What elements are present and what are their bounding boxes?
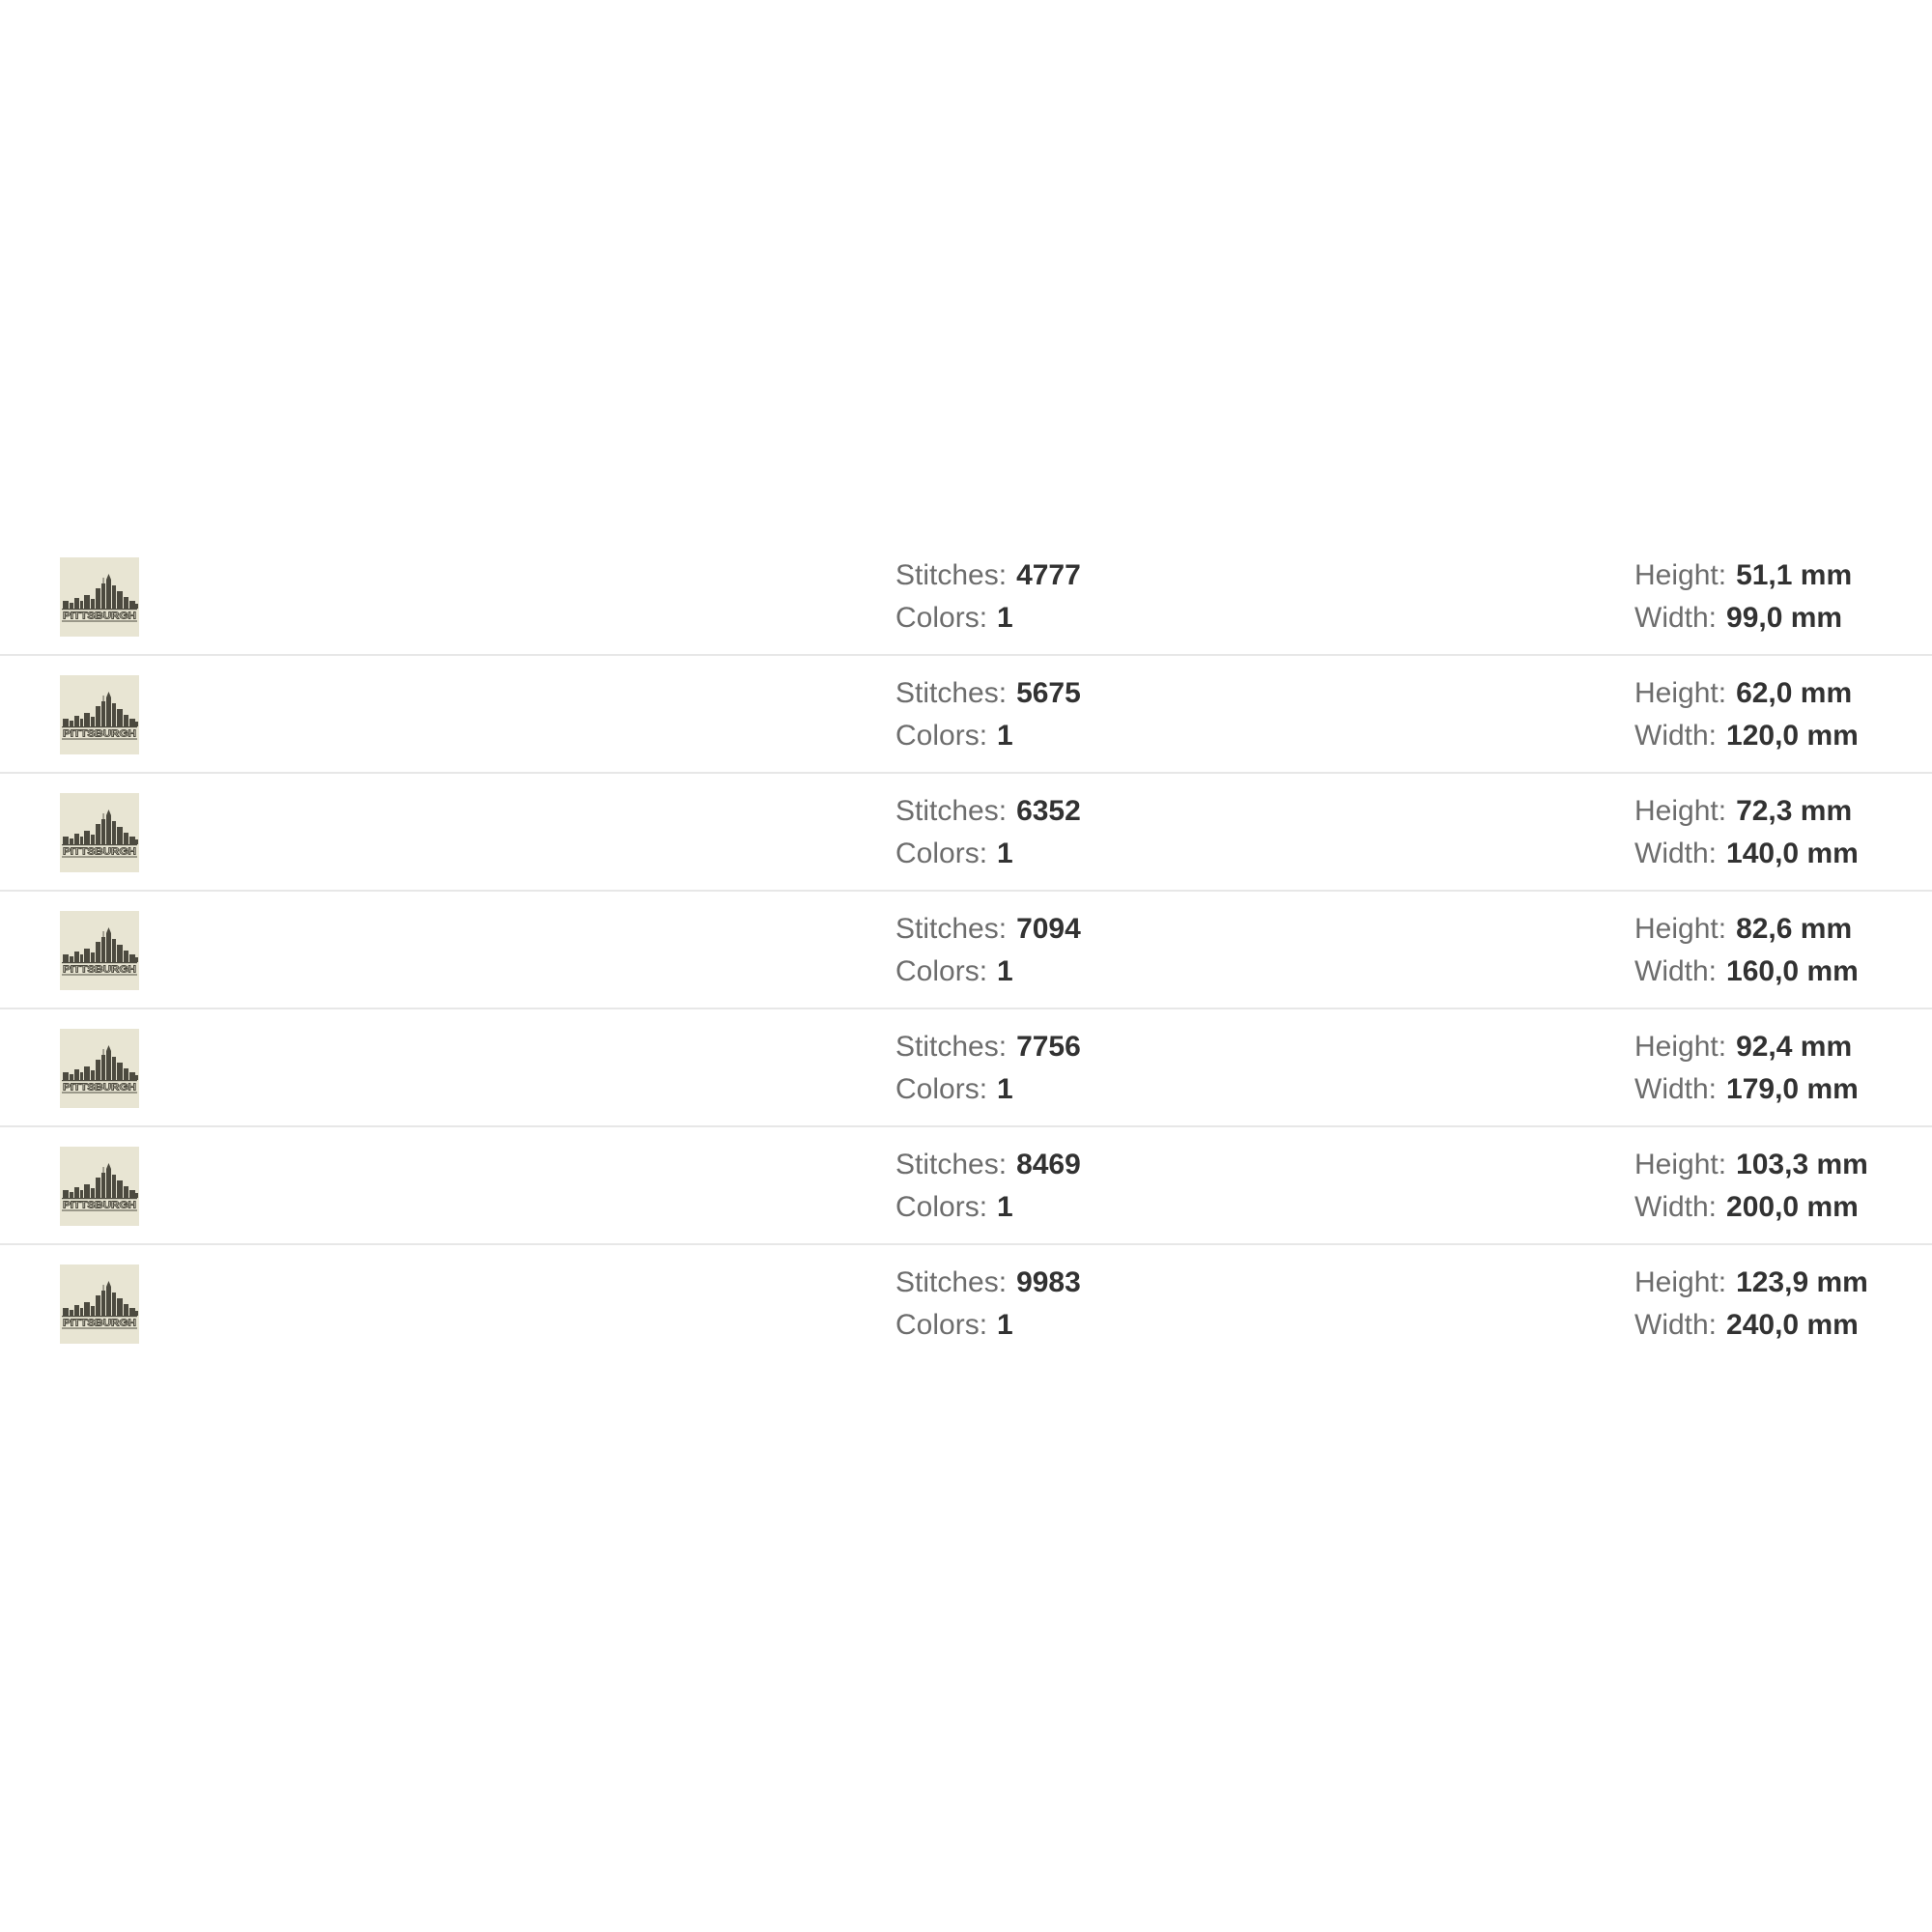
pittsburgh-skyline-icon <box>60 1264 139 1344</box>
colors-label: Colors: <box>895 1073 988 1105</box>
stitch-info <box>895 908 1081 993</box>
stitches-value: 7756 <box>1016 1031 1081 1063</box>
width-value: 99,0 mm <box>1726 602 1843 634</box>
height-label: Height: <box>1634 795 1727 827</box>
width-label: Width: <box>1634 602 1718 634</box>
stitches-value: 7094 <box>1016 913 1081 945</box>
colors-value: 1 <box>997 720 1013 752</box>
dimension-info <box>1634 1144 1868 1229</box>
dimension-info <box>1634 1026 1859 1111</box>
height-label: Height: <box>1634 1149 1727 1180</box>
colors-value: 1 <box>997 1073 1013 1105</box>
pittsburgh-skyline-icon <box>60 1147 139 1226</box>
stitches-value: 5675 <box>1016 677 1081 709</box>
height-value: 103,3 mm <box>1736 1149 1868 1180</box>
height-value: 62,0 mm <box>1736 677 1853 709</box>
stitch-info <box>895 1026 1081 1111</box>
stitches-value: 8469 <box>1016 1149 1081 1180</box>
height-label: Height: <box>1634 1031 1727 1063</box>
design-row[interactable] <box>0 1009 1932 1127</box>
width-value: 240,0 mm <box>1726 1309 1859 1341</box>
colors-label: Colors: <box>895 838 988 869</box>
colors-label: Colors: <box>895 955 988 987</box>
width-value: 120,0 mm <box>1726 720 1859 752</box>
stitch-info <box>895 672 1081 757</box>
colors-value: 1 <box>997 838 1013 869</box>
design-row[interactable] <box>0 774 1932 892</box>
width-label: Width: <box>1634 1309 1718 1341</box>
stitches-value: 6352 <box>1016 795 1081 827</box>
stitches-value: 4777 <box>1016 559 1081 591</box>
width-value: 140,0 mm <box>1726 838 1859 869</box>
dimension-info <box>1634 672 1859 757</box>
colors-label: Colors: <box>895 1309 988 1341</box>
design-row[interactable] <box>0 1127 1932 1245</box>
colors-label: Colors: <box>895 720 988 752</box>
dimension-info <box>1634 790 1859 875</box>
stitch-info <box>895 1144 1081 1229</box>
height-label: Height: <box>1634 913 1727 945</box>
width-value: 179,0 mm <box>1726 1073 1859 1105</box>
design-row[interactable] <box>0 1245 1932 1363</box>
pittsburgh-skyline-icon <box>60 793 139 872</box>
width-label: Width: <box>1634 838 1718 869</box>
stitches-label: Stitches: <box>895 1266 1008 1298</box>
stitches-label: Stitches: <box>895 559 1008 591</box>
design-row[interactable] <box>0 538 1932 656</box>
colors-value: 1 <box>997 602 1013 634</box>
dimension-info <box>1634 908 1859 993</box>
height-label: Height: <box>1634 677 1727 709</box>
colors-label: Colors: <box>895 602 988 634</box>
height-value: 72,3 mm <box>1736 795 1853 827</box>
stitches-label: Stitches: <box>895 913 1008 945</box>
dimension-info <box>1634 1262 1868 1347</box>
stitches-label: Stitches: <box>895 1149 1008 1180</box>
width-label: Width: <box>1634 1073 1718 1105</box>
colors-label: Colors: <box>895 1191 988 1223</box>
height-value: 123,9 mm <box>1736 1266 1868 1298</box>
stitches-label: Stitches: <box>895 677 1008 709</box>
colors-value: 1 <box>997 955 1013 987</box>
stitch-info <box>895 1262 1081 1347</box>
pittsburgh-skyline-icon <box>60 557 139 637</box>
pittsburgh-skyline-icon <box>60 675 139 754</box>
height-value: 82,6 mm <box>1736 913 1853 945</box>
width-label: Width: <box>1634 1191 1718 1223</box>
height-label: Height: <box>1634 559 1727 591</box>
width-label: Width: <box>1634 720 1718 752</box>
width-label: Width: <box>1634 955 1718 987</box>
design-row[interactable] <box>0 656 1932 774</box>
stitch-info <box>895 790 1081 875</box>
colors-value: 1 <box>997 1309 1013 1341</box>
stitch-info <box>895 554 1081 639</box>
dimension-info <box>1634 554 1852 639</box>
design-size-list <box>0 538 1932 1363</box>
design-row[interactable] <box>0 892 1932 1009</box>
stitches-label: Stitches: <box>895 1031 1008 1063</box>
height-value: 51,1 mm <box>1736 559 1853 591</box>
width-value: 200,0 mm <box>1726 1191 1859 1223</box>
pittsburgh-skyline-icon <box>60 1029 139 1108</box>
colors-value: 1 <box>997 1191 1013 1223</box>
stitches-label: Stitches: <box>895 795 1008 827</box>
stitches-value: 9983 <box>1016 1266 1081 1298</box>
width-value: 160,0 mm <box>1726 955 1859 987</box>
height-value: 92,4 mm <box>1736 1031 1853 1063</box>
pittsburgh-skyline-icon <box>60 911 139 990</box>
height-label: Height: <box>1634 1266 1727 1298</box>
